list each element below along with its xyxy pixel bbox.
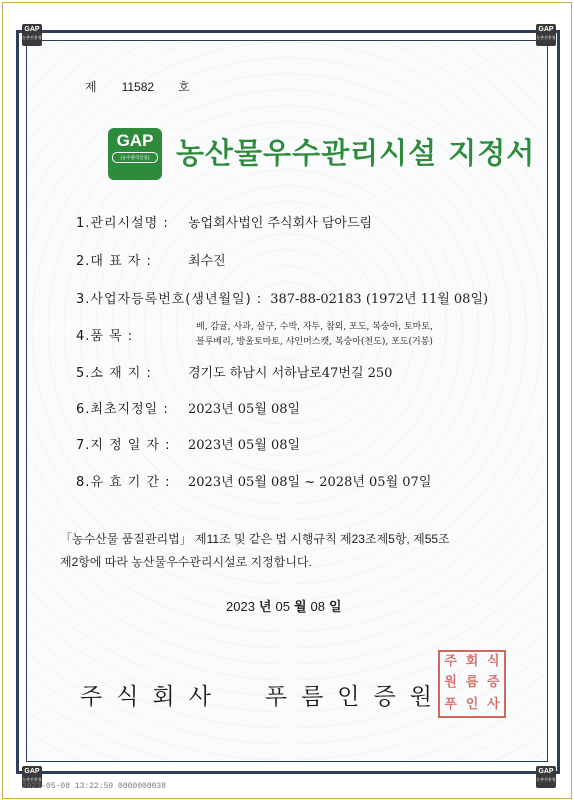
items-line: 배, 감귤, 사과, 살구, 수박, 자두, 참외, 포도, 복숭아, 토마토, (196, 322, 433, 332)
field-label: 3.사업자등록번호(생년월일) : (76, 292, 263, 307)
number-suffix: 호 (178, 80, 190, 94)
field-designation-date (76, 434, 300, 453)
gap-badge-icon (536, 766, 556, 788)
items-list (196, 320, 433, 350)
certificate-number (85, 78, 190, 95)
field-label: 8.유 효 기 간 : (76, 475, 171, 490)
seal-char: 원 (444, 675, 457, 691)
field-value: 경기도 하남시 서하남로47번길 250 (188, 366, 393, 381)
logo-sub: 농림축산식품부 (118, 171, 152, 177)
seal-char: 식 (487, 654, 500, 669)
field-value: 농업회사법인 주식회사 담아드림 (188, 216, 373, 231)
field-value: 387-88-02183 (1972년 11월 08일) (270, 292, 489, 307)
field-value: 최수진 (188, 254, 226, 269)
field-value: 2023년 05월 08일 (188, 402, 301, 417)
badge-label: GAP (24, 26, 40, 33)
field-items (76, 325, 188, 344)
official-seal-icon (438, 650, 506, 718)
field-address (76, 362, 392, 381)
badge-sub: 농촌진흥청 (536, 35, 556, 40)
seal-char: 푸 (444, 696, 457, 712)
logo-main: GAP (116, 131, 154, 150)
badge-label: GAP (538, 768, 554, 775)
badge-sub: 농촌진흥청 (536, 777, 556, 782)
field-label: 2.대 표 자 : (76, 254, 152, 269)
seal-char: 증 (487, 675, 500, 691)
certificate-title: 농산물우수관리시설 지정서 (176, 136, 536, 170)
print-timestamp: 2023-05-08 13:22:59 0000000038 (22, 782, 167, 791)
badge-sub: 농촌진흥청 (22, 777, 42, 782)
seal-char: 인 (465, 696, 479, 712)
badge-label: GAP (538, 26, 554, 33)
items-line: 블루베리, 방울토마토, 샤인머스캣, 복숭아(천도), 포도(거봉) (196, 337, 433, 347)
issuer-part2: 푸름인증원 (264, 684, 446, 710)
field-label: 6.최초지정일 : (76, 402, 169, 417)
issuer-name (80, 678, 446, 711)
month-unit: 월 (293, 600, 307, 615)
field-first-designation (76, 398, 300, 417)
field-facility-name (76, 212, 372, 231)
field-registration-number (76, 288, 488, 307)
seal-char: 회 (465, 654, 479, 669)
legal-statement (60, 528, 450, 574)
gap-badge-icon (536, 24, 556, 46)
badge-label: GAP (24, 768, 40, 775)
logo-ring: (농수관리인증) (112, 152, 158, 163)
issue-day: 08 (310, 599, 325, 614)
number-prefix: 제 (85, 80, 97, 94)
number-value: 11582 (121, 80, 155, 94)
legal-line: 제2항에 따라 농산물우수관리시설로 지정합니다. (60, 555, 312, 569)
field-label: 5.소 재 지 : (76, 366, 152, 381)
field-value: 2023년 05월 08일 (188, 438, 301, 453)
seal-char: 름 (465, 675, 479, 691)
gap-badge-icon (22, 24, 42, 46)
field-label: 1.관리시설명 : (76, 216, 169, 231)
field-label: 7.지 정 일 자 : (76, 438, 171, 453)
field-representative (76, 250, 226, 269)
seal-char: 사 (487, 696, 500, 712)
issue-year: 2023 (226, 599, 255, 614)
field-validity-period (76, 471, 431, 490)
issue-date (226, 596, 346, 615)
field-value: 2023년 05월 08일 ~ 2028년 05월 07일 (188, 475, 432, 490)
issuer-part1: 주식회사 (80, 684, 225, 710)
legal-line: 「농수산물 품질관리법」 제11조 및 같은 법 시행규칙 제23조제5항, 제55조 (60, 532, 450, 546)
badge-sub: 농촌진흥청 (22, 35, 42, 40)
day-unit: 일 (328, 600, 342, 615)
field-label: 4.품 목 : (76, 329, 134, 344)
issue-month: 05 (275, 599, 290, 614)
year-unit: 년 (258, 600, 272, 615)
seal-char: 주 (444, 654, 457, 669)
